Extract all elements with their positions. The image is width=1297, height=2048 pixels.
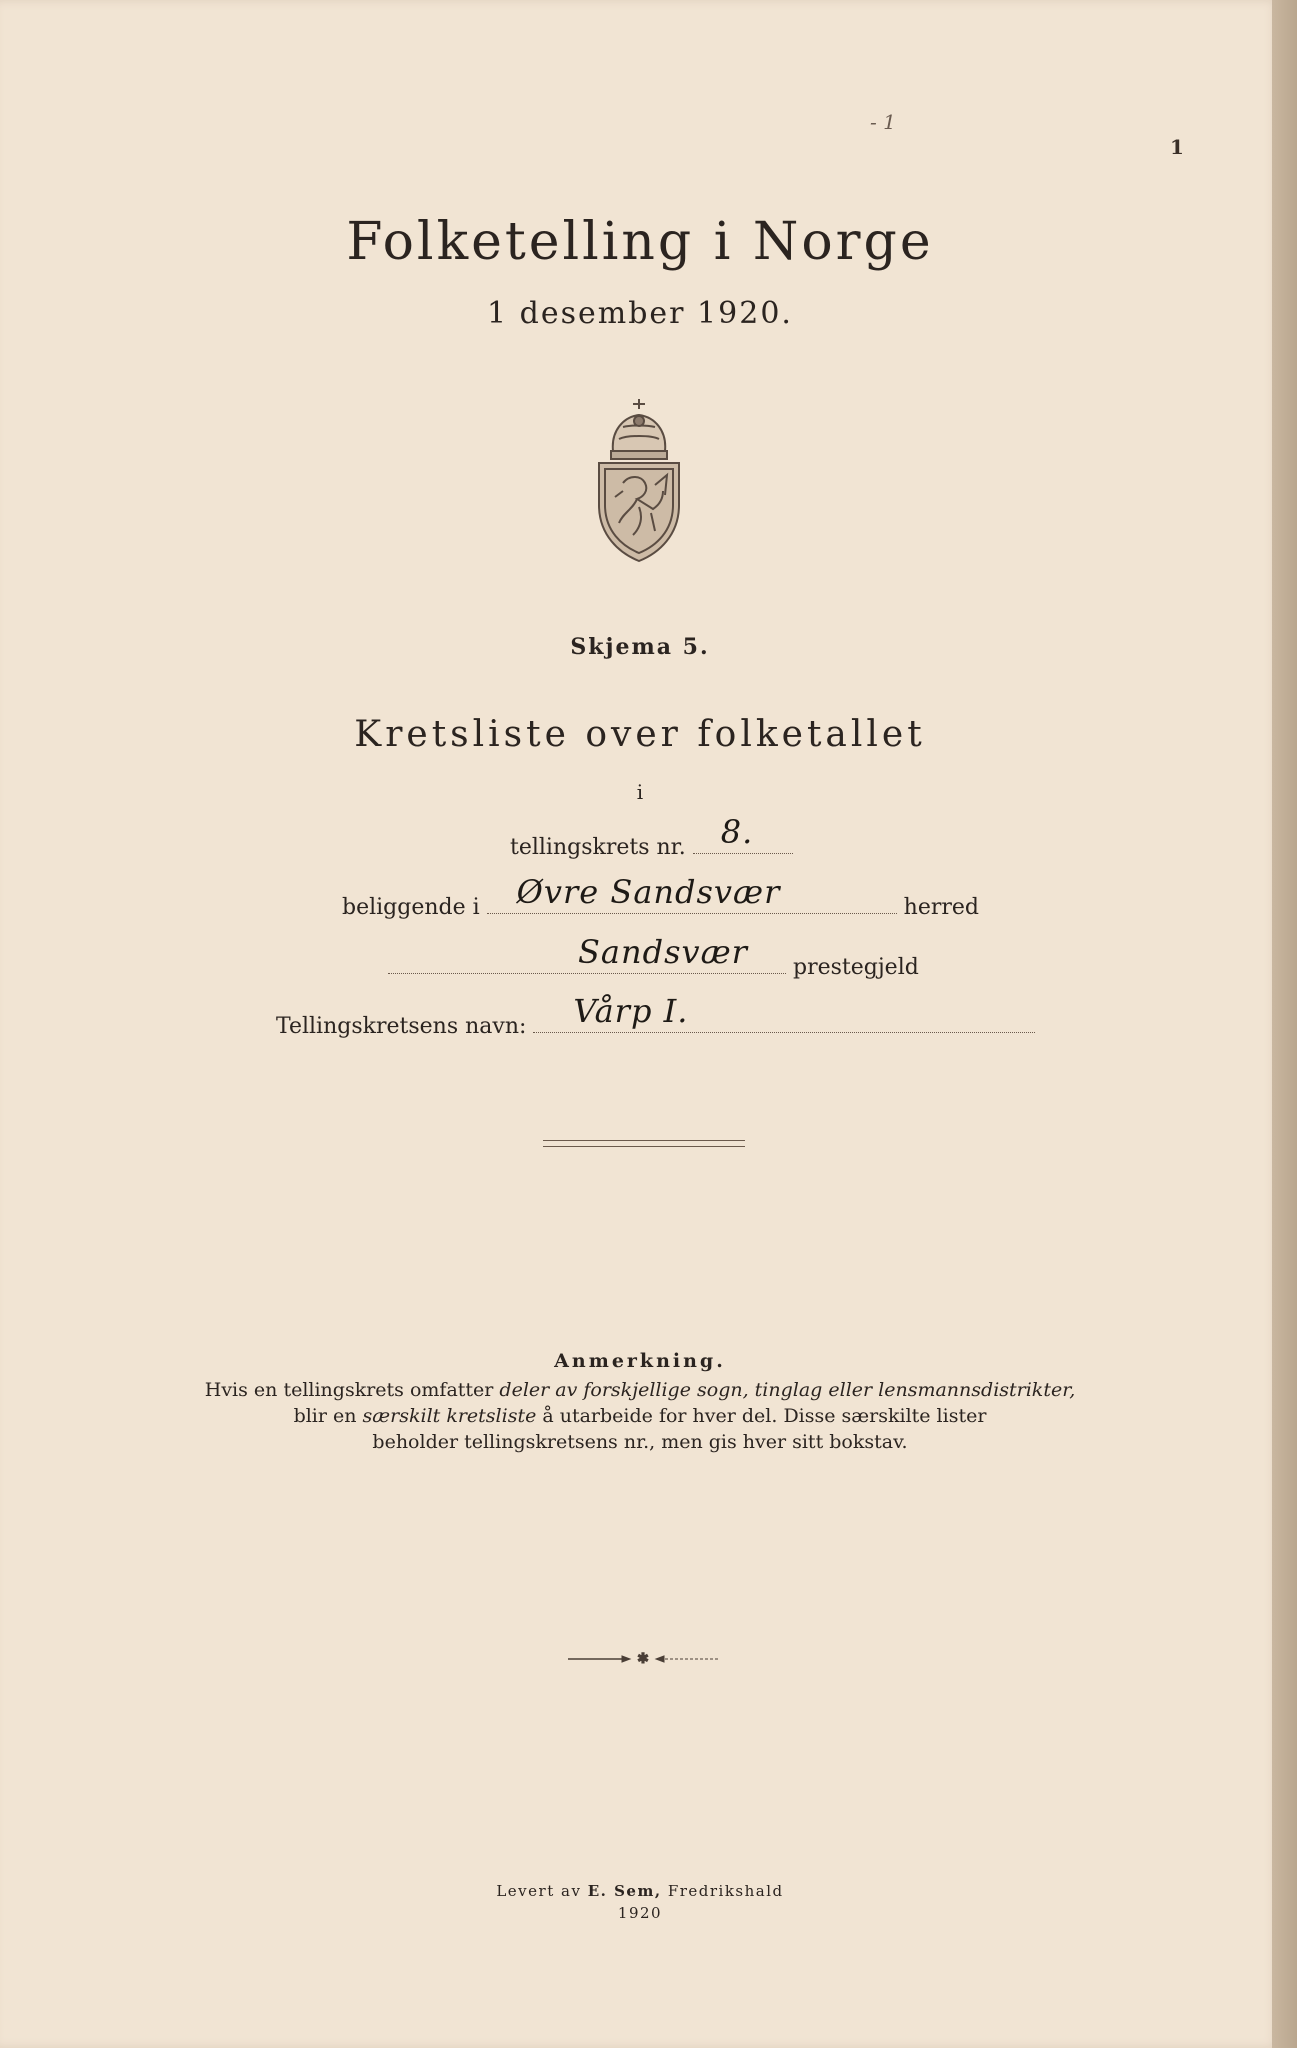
- note-line-2: [0, 1403, 1280, 1429]
- prestegjeld-value: Sandsvær: [578, 933, 748, 971]
- printer-line: [0, 1880, 1280, 1902]
- note-line-1-text: Hvis en tellingskrets omfatter: [204, 1379, 500, 1401]
- printer-place: Fredrikshald: [661, 1882, 784, 1900]
- printer-year: 1920: [617, 1904, 663, 1922]
- printer-name: E. Sem,: [587, 1882, 662, 1900]
- census-date: 1 desember 1920.: [487, 296, 793, 331]
- page-title: Folketelling i Norge: [346, 212, 934, 272]
- printer-imprint: [0, 1880, 1280, 1924]
- herred-field[interactable]: [487, 873, 897, 914]
- navn-row: [276, 992, 1035, 1039]
- pencil-mark: - 1: [870, 110, 896, 134]
- beliggende-label: beliggende i: [342, 895, 480, 920]
- navn-field[interactable]: [533, 992, 1035, 1033]
- note-title: Anmerkning.: [554, 1350, 726, 1372]
- tellingskrets-row: [510, 813, 793, 860]
- herred-row: [342, 873, 979, 920]
- schema-number: Skjema 5.: [570, 634, 710, 660]
- tellingskrets-field[interactable]: [693, 813, 793, 854]
- note-line-3: beholder tellingskretsens nr., men gis hver sitt bokstav.: [372, 1431, 908, 1453]
- note-line-2-emphasis: særskilt kretsliste: [362, 1405, 537, 1427]
- divider-rule-top: [543, 1140, 745, 1141]
- divider-rule-bottom: [543, 1146, 745, 1147]
- navn-label: Tellingskretsens navn:: [276, 1014, 527, 1039]
- herred-value: Øvre Sandsvær: [516, 873, 781, 911]
- note-line-2-text: blir en: [293, 1405, 363, 1427]
- tellingskrets-label: tellingskrets nr.: [510, 835, 686, 860]
- herred-label: herred: [903, 895, 979, 920]
- form-heading: Kretsliste over folketallet: [354, 714, 926, 755]
- norwegian-coat-of-arms-icon: [593, 395, 685, 565]
- prestegjeld-label: prestegjeld: [793, 955, 919, 980]
- note-line-1: [0, 1377, 1280, 1403]
- printer-prefix: Levert av: [496, 1882, 588, 1900]
- connector-word: i: [636, 780, 644, 804]
- prestegjeld-field[interactable]: [388, 933, 786, 974]
- note-body: [0, 1377, 1280, 1455]
- svg-text:✱: ✱: [637, 1652, 649, 1666]
- note-line-1-emphasis: deler av forskjellige sogn, tinglag eller lensmannsdistrikter,: [499, 1379, 1076, 1401]
- ornament-divider-icon: [568, 1652, 718, 1666]
- prestegjeld-row: [388, 933, 919, 980]
- page-number-mark: 1: [1170, 135, 1184, 159]
- tellingskrets-value: 8.: [720, 813, 754, 851]
- navn-value: Vårp I.: [573, 992, 689, 1030]
- note-line-2-tail: å utarbeide for hver del. Disse særskilte lister: [536, 1405, 987, 1427]
